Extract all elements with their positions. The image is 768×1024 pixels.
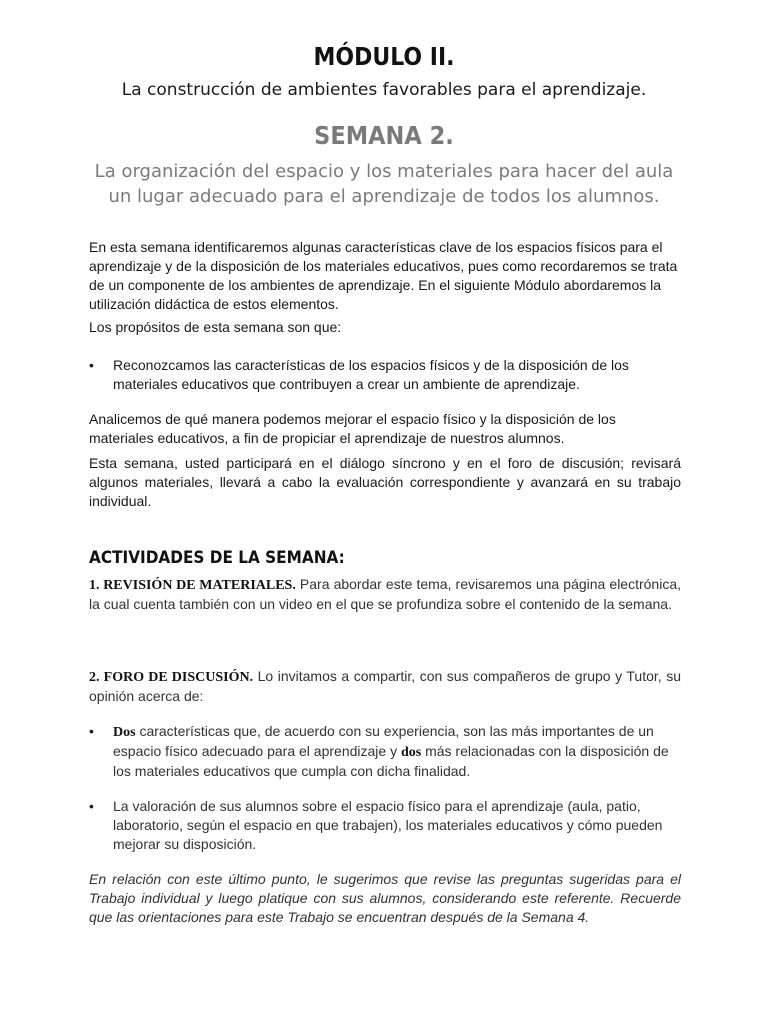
week-subtitle: La organización del espacio y los materiales para hacer del aula un lugar adecuado para el aprendizaje de todos los alumnos. <box>94 161 674 207</box>
week-title: SEMANA 2. <box>314 121 454 150</box>
analysis-paragraph: Analicemos de qué manera podemos mejorar el espacio físico y la disposición de los materiales educativos, a fin de propiciar el aprendizaje de nuestros alumnos. <box>89 411 616 446</box>
module-subtitle: La construcción de ambientes favorables para el aprendizaje. <box>121 80 647 100</box>
activity-2-lead: 2. FORO DE DISCUSIÓN. <box>89 670 254 685</box>
forum-bullet-text <box>113 722 680 781</box>
activity-review-materials <box>89 575 681 614</box>
purpose-text: Reconozcamos las características de los espacios físicos y de la disposición de los materiales educativos que contribuyen a crear un ambiente de aprendizaje. <box>113 357 629 392</box>
purposes-lead: Los propósitos de esta semana son que: <box>89 319 342 335</box>
forum-bullet-strong-2: dos <box>400 745 422 760</box>
activities-heading: ACTIVIDADES DE LA SEMANA: <box>89 548 345 568</box>
forum-bullet-text-2: más relacionadas con la disposición de los materiales educativos que cumpla con dicha finalidad. <box>113 743 669 779</box>
forum-bullet-text-1: características que, de acuerdo con su experiencia, son las más importantes de un espacio físico adecuado para el aprendizaje y <box>113 723 654 759</box>
bullet-dot: • <box>89 723 94 739</box>
forum-bullet-text: La valoración de sus alumnos sobre el espacio físico para el aprendizaje (aula, patio, laboratorio, según el espacio en que trabajen), los materiales educativos y cómo pueden mejorar su disposición. <box>113 798 663 852</box>
activity-2-text: Lo invitamos a compartir, con sus compañeros de grupo y Tutor, su opinión acerca de: <box>89 668 681 704</box>
closing-note: En relación con este último punto, le sugerimos que revise las preguntas sugeridas para el Trabajo individual y luego platique con sus alumnos, considerando este referente. Recuerde que las orientaciones para este Trabajo se encuentran después de la Semana 4. <box>89 871 681 925</box>
activity-1-text: Para abordar este tema, revisaremos una página electrónica, la cual cuenta también con un video en el que se profundiza sobre el contenido de la semana. <box>89 576 681 612</box>
forum-bullet-strong-1: Dos <box>113 725 136 740</box>
intro-paragraph: En esta semana identificaremos algunas características clave de los espacios físicos para el aprendizaje y de la disposición de los materiales educativos, pues como recordaremos se trata de un componente de los ambientes de aprendizaje. En el siguiente Módulo abordaremos la utilización didáctica de estos elementos. <box>89 239 678 312</box>
activity-1-lead: 1. REVISIÓN DE MATERIALES. <box>89 578 296 593</box>
activity-discussion-forum <box>89 667 681 706</box>
bullet-dot: • <box>89 798 94 814</box>
week-participation-paragraph: Esta semana, usted participará en el diálogo síncrono y en el foro de discusión; revisará algunos materiales, llevará a cabo la evaluación correspondiente y avanzará en su trabajo individual. <box>89 455 681 509</box>
module-title: MÓDULO II. <box>313 42 455 71</box>
bullet-dot: • <box>89 357 94 373</box>
